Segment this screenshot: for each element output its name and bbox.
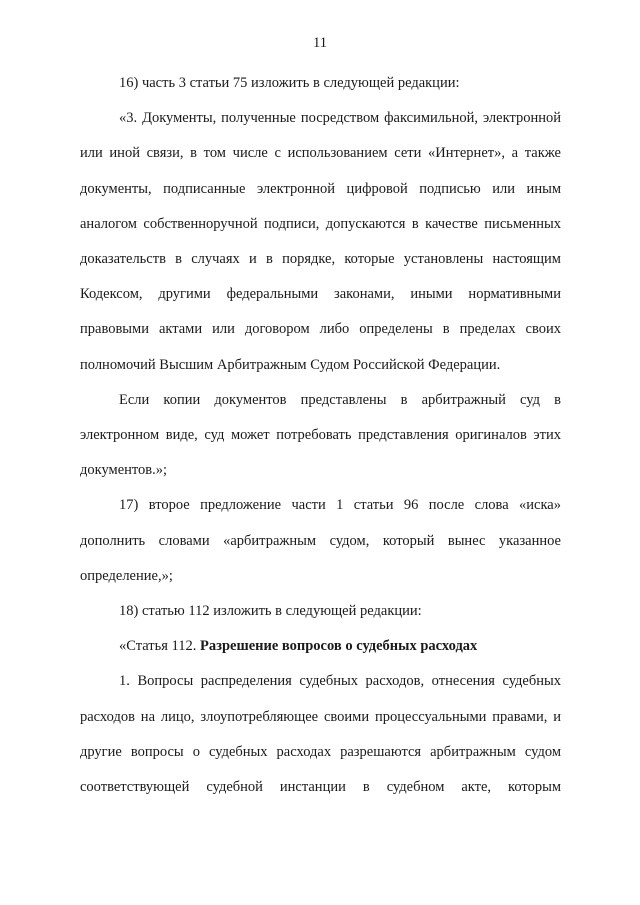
page-number: 11 [313, 35, 327, 51]
paragraph-item-16: 16) часть 3 статьи 75 изложить в следующей редакции: [119, 75, 460, 91]
article-heading-prefix: «Статья 112. [119, 638, 201, 655]
paragraph-item-17: 17) второе предложение части 1 статьи 96 после слова «иска» дополнить словами «арбитражным судом, который вынес указанное определение,»; [80, 497, 561, 584]
paragraph-copies-electronic: Если копии документов представлены в арбитражный суд в электронном виде, суд может потребовать представления оригиналов этих документов.»; [80, 391, 561, 479]
article-heading-title: Разрешение вопросов о судебных расходах [200, 638, 478, 655]
article-heading [80, 629, 561, 664]
paragraph-item-18: 18) статью 112 изложить в следующей редакции: [119, 603, 422, 620]
document-body [80, 66, 561, 805]
paragraph-article-112-part-1: 1. Вопросы распределения судебных расходов, отнесения судебных расходов на лицо, злоупотребляющее своими процессуальными правами, и другие вопросы о судебных расходах разрешаются арбитражным судом соответствующей судебной инстанции в судебном акте, которым [80, 673, 561, 796]
paragraph-article-75-text: «3. Документы, полученные посредством факсимильной, электронной или иной связи, в том числе с использованием сети «Интернет», а также документы, подписанные электронной цифровой подписью или иным аналогом собственноручной подписи, допускаются в качестве письменных доказательств в случаях и в порядке, которые установлены настоящим Кодексом, другими федеральными законами, иными нормативными правовыми актами или договором либо определены в пределах своих полномочий Высшим Арбитражным Судом Российской Федерации. [80, 110, 561, 373]
